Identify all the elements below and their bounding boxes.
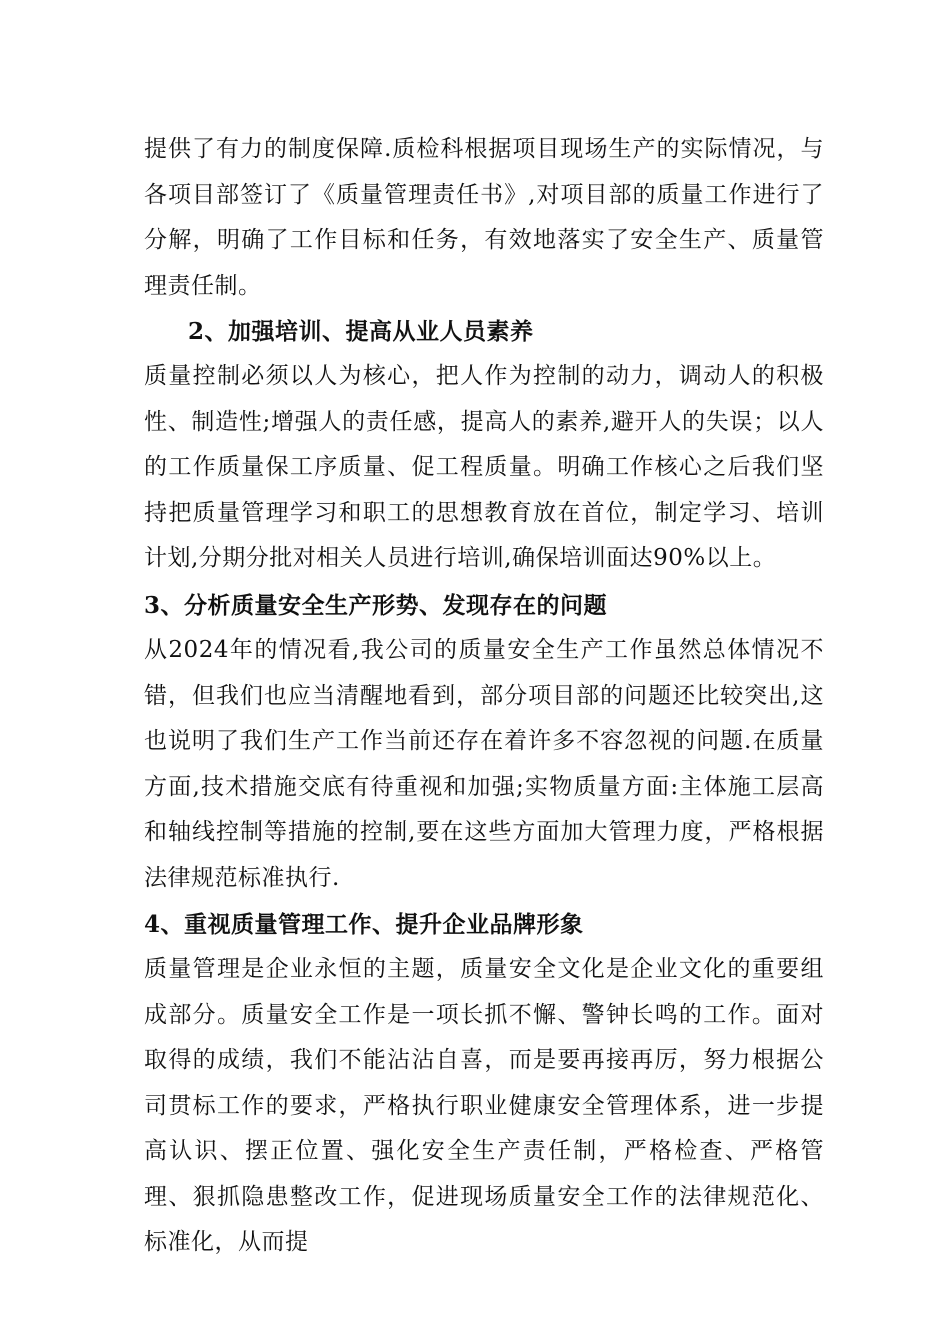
paragraph-3: 从2024年的情况看,我公司的质量安全生产工作虽然总体情况不错，但我们也应当清醒地看到，部分项目部的问题还比较突出,这也说明了我们生产工作当前还存在着许多不容忽视的问题.在质量方面,技术措施交底有待重视和加强;实物质量方面:主体施工层高和轴线控制等措施的控制,要在这些方面加大管理力度，严格根据法律规范标准执行. [144, 637, 824, 891]
section-heading-2: 2、加强培训、提高从业人员素养 [188, 318, 534, 345]
paragraph-2: 质量控制必须以人为核心，把人作为控制的动力，调动人的积极性、制造性;增强人的责任感，提高人的素养,避开人的失误；以人的工作质量保工序质量、促工程质量。明确工作核心之后我们坚持把质量管理学习和职工的思想教育放在首位，制定学习、培训计划,分期分批对相关人员进行培训,确保培训面达90%以上。 [144, 363, 824, 571]
paragraph-4: 质量管理是企业永恒的主题，质量安全文化是企业文化的重要组成部分。质量安全工作是一项长抓不懈、警钟长鸣的工作。面对取得的成绩，我们不能沾沾自喜，而是要再接再厉，努力根据公司贯标工作的要求，严格执行职业健康安全管理体系，进一步提高认识、摆正位置、强化安全生产责任制，严格检查、严格管理、狠抓隐患整改工作，促进现场质量安全工作的法律规范化、标准化，从而提 [144, 956, 824, 1255]
paragraph-1: 提供了有力的制度保障.质检科根据项目现场生产的实际情况，与各项目部签订了《质量管理责任书》,对项目部的质量工作进行了分解，明确了工作目标和任务，有效地落实了安全生产、质量管理责任制。 [144, 136, 824, 299]
section-heading-3: 3、分析质量安全生产形势、发现存在的问题 [144, 592, 608, 619]
section-heading-4: 4、重视质量管理工作、提升企业品牌形象 [144, 911, 584, 938]
